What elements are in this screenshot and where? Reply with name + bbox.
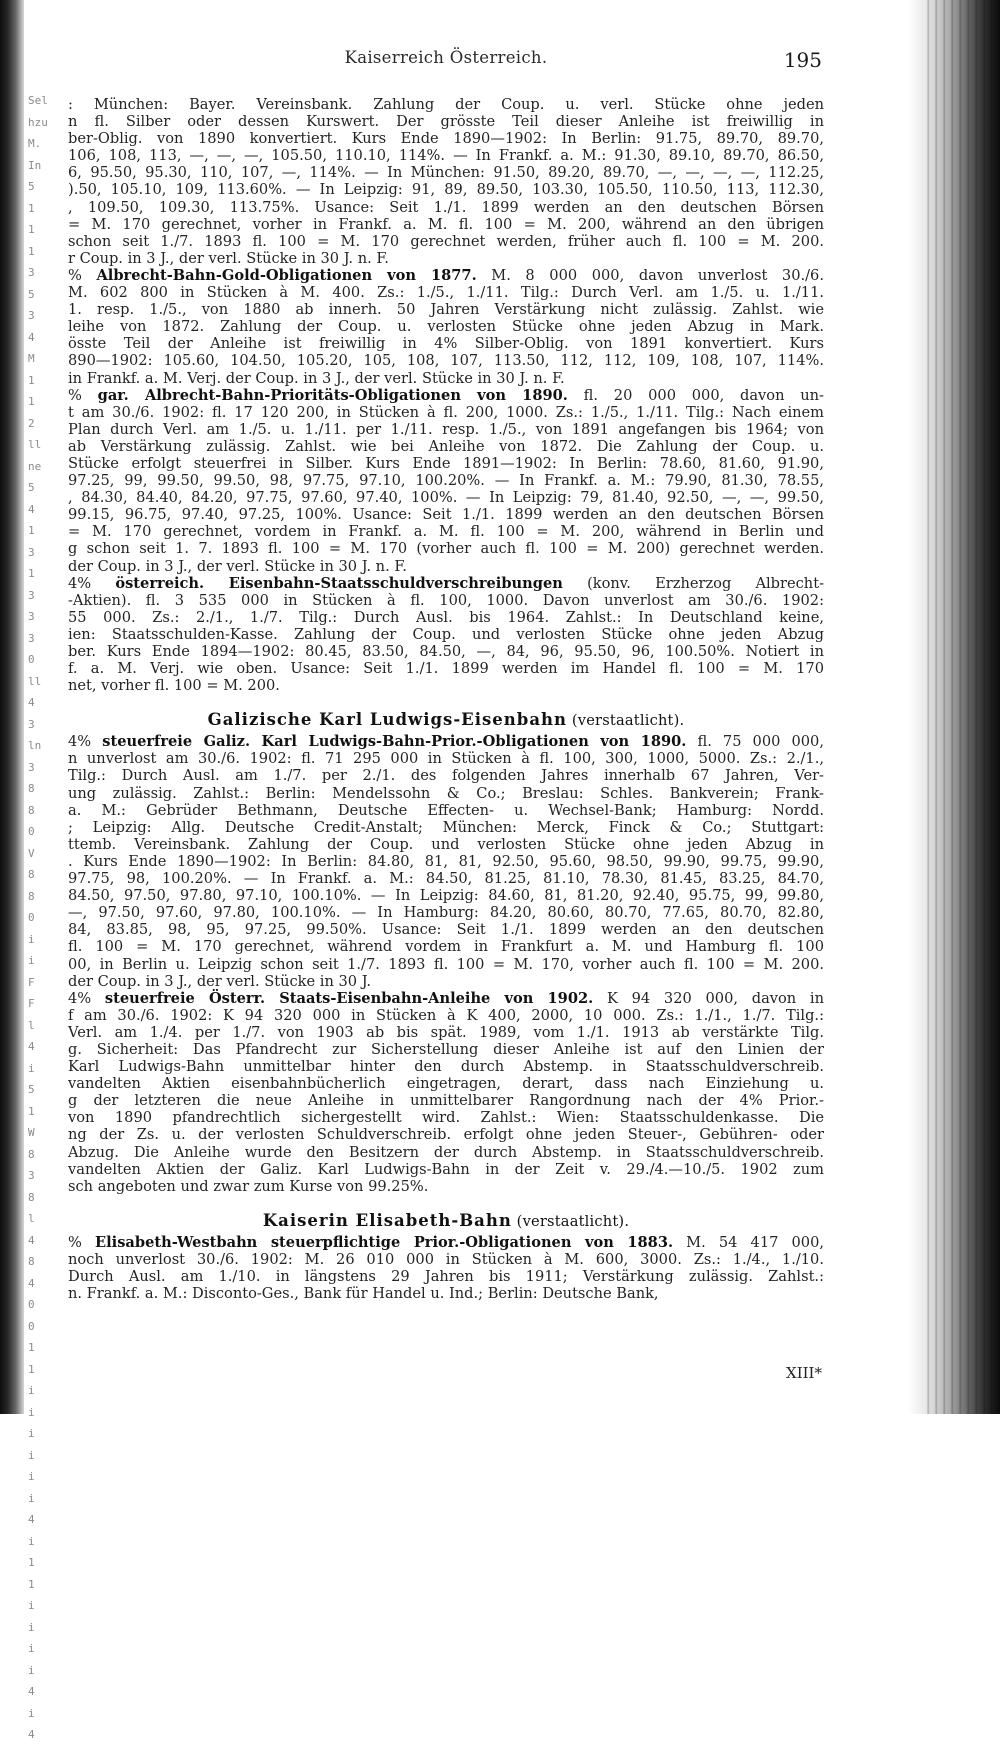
- gutter-fragment: 1: [28, 1341, 35, 1354]
- left-binding-shadow: [0, 0, 24, 1414]
- text-line: -Aktien). fl. 3 535 000 in Stücken à fl. 100, 1000. Davon unverlost am 30./6. 1902:: [68, 591, 824, 609]
- gutter-fragment: 1: [28, 201, 35, 215]
- section-heading-title: Galizische Karl Ludwigs-Eisenbahn: [207, 710, 568, 730]
- section-heading: [68, 1211, 824, 1232]
- gutter-fragment: ln: [28, 739, 42, 752]
- gutter-fragment: 4: [28, 1040, 35, 1053]
- gutter-fragment: W: [28, 1126, 35, 1139]
- text-line: Verl. am 1./4. per 1./7. von 1903 ab bis spät. 1989, vom 1./1. 1913 ab verstärkte Tilg.: [68, 1023, 824, 1041]
- gutter-fragment: 4: [28, 1513, 35, 1526]
- text-line: , 109.50, 109.30, 113.75%. Usance: Seit 1./1. 1899 werden an den deutschen Börsen: [68, 198, 824, 216]
- gutter-fragment: 1: [28, 1556, 35, 1569]
- gutter-fragment: 5: [28, 287, 35, 301]
- page-number: 195: [783, 48, 822, 72]
- text-line: Stücke erfolgt steuerfrei in Silber. Kurs Ende 1891—1902: In Berlin: 78.60, 81.60, 91.90,: [68, 454, 824, 472]
- running-header: [68, 48, 824, 78]
- gutter-fragment: 2: [28, 416, 35, 430]
- gutter-fragment: 8: [28, 782, 35, 795]
- text-line: % gar. Albrecht-Bahn-Prioritäts-Obligationen von 1890. fl. 20 000 000, davon un-: [68, 386, 824, 404]
- text-line: sch angeboten und zwar zum Kurse von 99.25%.: [68, 1177, 429, 1195]
- text-line: g schon seit 1. 7. 1893 fl. 100 = M. 170 (vorher auch fl. 100 = M. 200) gerechnet werden.: [68, 540, 824, 558]
- text-line: net, vorher fl. 100 = M. 200.: [68, 677, 280, 695]
- text-line: . Kurs Ende 1890—1902: In Berlin: 84.80, 81, 81, 92.50, 95.60, 98.50, 99.90, 99.75, 99.90,: [68, 852, 824, 870]
- text-line: ; Leipzig: Allg. Deutsche Credit-Anstalt; München: Merck, Finck & Co.; Stuttgart:: [68, 818, 824, 836]
- gutter-fragment: ll: [28, 438, 42, 451]
- gutter-fragment: 0: [28, 825, 35, 838]
- right-binding-edges: [922, 0, 992, 1414]
- text-line: 97.25, 99, 99.50, 99.50, 98, 97.75, 97.10, 100.20%. — In Frankf. a. M.: 79.90, 81.30, 78.55,: [68, 472, 824, 490]
- text-line: von 1890 pfandrechtlich sichergestellt wird. Zahlst.: Wien: Staatsschuldenkasse. Die: [68, 1109, 824, 1127]
- gutter-fragment: 5: [28, 180, 35, 193]
- gutter-fragment: In: [28, 158, 42, 172]
- gutter-fragment: 3: [28, 717, 35, 731]
- text-line: ).50, 105.10, 109, 113.60%. — In Leipzig: 91, 89, 89.50, 103.30, 105.50, 110.50, 113, 112.30,: [68, 181, 824, 199]
- gutter-fragment: 5: [28, 1083, 35, 1096]
- text-line: ber-Oblig. von 1890 konvertiert. Kurs Ende 1890—1902: In Berlin: 91.75, 89.70, 89.70,: [68, 130, 824, 148]
- section-heading: [68, 710, 824, 731]
- text-line: 1. resp. 1./5., von 1880 ab innerh. 50 Jahren Verstärkung nicht zulässig. Zahlst. wie: [68, 301, 824, 319]
- text-line: n fl. Silber oder dessen Kurswert. Der grösste Teil dieser Anleihe ist freiwillig in: [68, 113, 824, 131]
- gutter-fragment: 1: [28, 395, 35, 408]
- text-line: össte Teil der Anleihe ist freiwillig in 4% Silber-Oblig. von 1891 konvertiert. Kurs: [68, 335, 824, 353]
- gutter-fragment: 1: [28, 1104, 35, 1118]
- book-page: [68, 48, 824, 1388]
- text-line: ab Verstärkung zulässig. Zahlst. wie bei Anleihe von 1872. Die Zahlung der Coup. u.: [68, 437, 824, 455]
- text-block: [68, 733, 824, 989]
- gutter-fragment: 4: [28, 1685, 35, 1698]
- section-heading-note: (verstaatlicht).: [567, 712, 685, 730]
- text-line: % Elisabeth-Westbahn steuerpflichtige Prior.-Obligationen von 1883. M. 54 417 000,: [68, 1233, 824, 1251]
- text-block: [68, 1234, 824, 1302]
- text-line: : München: Bayer. Vereinsbank. Zahlung der Coup. u. verl. Stücke ohne jeden: [68, 96, 824, 113]
- text-line: 890—1902: 105.60, 104.50, 105.20, 105, 108, 107, 113.50, 112, 112, 109, 108, 107, 114%.: [68, 352, 824, 370]
- gutter-fragment: 1: [28, 373, 35, 387]
- page-body: [68, 96, 824, 1302]
- text-line: ung zulässig. Zahlst.: Berlin: Mendelssohn & Co.; Breslau: Schles. Bankverein; Frank-: [68, 784, 824, 802]
- gutter-fragment: 4: [28, 1233, 35, 1247]
- text-line: noch unverlost 30./6. 1902: M. 26 010 000 in Stücken à M. 600, 3000. Zs.: 1./4., 1./10.: [68, 1250, 824, 1268]
- text-line: Tilg.: Durch Ausl. am 1./7. per 2./1. des folgenden Jahres innerhalb 67 Jahren, Ver-: [68, 767, 824, 785]
- gutter-fragment: 4: [28, 330, 35, 344]
- text-line: Durch Ausl. am 1./10. in längstens 29 Jahren bis 1911; Verstärkung zulässig. Zahlst.:: [68, 1268, 824, 1285]
- text-line: , 84.30, 84.40, 84.20, 97.75, 97.60, 97.40, 100%. — In Leipzig: 79, 81.40, 92.50, —, —, 99.50,: [68, 489, 824, 507]
- gutter-fragment: 8: [28, 1190, 35, 1204]
- text-line: der Coup. in 3 J., der verl. Stücke in 30 J. n. F.: [68, 557, 407, 575]
- text-line: ien: Staatsschulden-Kasse. Zahlung der Coup. und verlosten Stücke ohne jeden Abzug: [68, 625, 824, 643]
- text-line: vandelten Aktien eisenbahnbücherlich eingetragen, derart, dass nach Einziehung u.: [68, 1075, 824, 1093]
- gutter-fragment: 8: [28, 889, 35, 903]
- gutter-fragment: 3: [28, 631, 35, 645]
- text-line: 84, 83.85, 98, 95, 97.25, 99.50%. Usance: Seit 1./1. 1899 werden an den deutschen: [68, 921, 824, 939]
- text-line: 4% österreich. Eisenbahn-Staatsschuldverschreibungen (konv. Erzherzog Albrecht-: [68, 574, 824, 592]
- text-line: n unverlost am 30./6. 1902: fl. 71 295 000 in Stücken à fl. 100, 300, 1000, 5000. Zs.: 2./1.,: [68, 750, 824, 768]
- text-line: n. Frankf. a. M.: Disconto-Ges., Bank für Handel u. Ind.; Berlin: Deutsche Bank,: [68, 1285, 659, 1303]
- text-line: 4% steuerfreie Galiz. Karl Ludwigs-Bahn-Prior.-Obligationen von 1890. fl. 75 000 000,: [68, 733, 824, 751]
- gutter-fragment: 8: [28, 868, 35, 881]
- text-line: f. a. M. Verj. wie oben. Usance: Seit 1./1. 1899 werden im Handel fl. 100 = M. 170: [68, 660, 824, 678]
- gutter-fragment: 1: [28, 524, 35, 537]
- text-line: = M. 170 gerechnet, vorher in Frankf. a. M. fl. 100 = M. 200, während an den übrigen: [68, 215, 824, 233]
- text-line: M. 602 800 in Stücken à M. 400. Zs.: 1./5., 1./11. Tilg.: Durch Verl. am 1./5. u. 1./11.: [68, 284, 824, 302]
- text-line: der Coup. in 3 J., der verl. Stücke in 30 J.: [68, 972, 372, 990]
- text-line: ber. Kurs Ende 1894—1902: 80.45, 83.50, 84.50, —, 84, 96, 95.50, 96, 100.50%. Notiert in: [68, 643, 824, 660]
- gutter-fragment: M: [28, 352, 35, 365]
- gutter-fragment: 4: [28, 1276, 35, 1290]
- text-line: ttemb. Vereinsbank. Zahlung der Coup. und verlosten Stücke ohne jeden Abzug in: [68, 835, 824, 853]
- gutter-fragment: M.: [28, 137, 42, 150]
- gutter-fragment: 0: [28, 1319, 35, 1333]
- gutter-fragment: i: [28, 1384, 35, 1397]
- text-line: 6, 95.50, 95.30, 110, 107, —, 114%. — In München: 91.50, 89.20, 89.70, —, —, —, —, 112.25,: [68, 164, 824, 182]
- gutter-fragment: 8: [28, 803, 35, 817]
- gutter-fragment: 3: [28, 588, 35, 602]
- text-line: % Albrecht-Bahn-Gold-Obligationen von 1877. M. 8 000 000, davon unverlost 30./6.: [68, 266, 824, 284]
- text-line: leihe von 1872. Zahlung der Coup. u. verlosten Stücke ohne jeden Abzug in Mark.: [68, 318, 824, 336]
- left-gutter-fragments: [28, 90, 64, 1741]
- gutter-fragment: i: [28, 1491, 35, 1505]
- text-line: 00, in Berlin u. Leipzig schon seit 1./7. 1893 fl. 100 = M. 170, vorher auch fl. 100 = M. 200.: [68, 955, 824, 973]
- gutter-fragment: 0: [28, 911, 35, 924]
- gutter-fragment: i: [28, 1663, 35, 1677]
- text-line: fl. 100 = M. 170 gerechnet, während vordem in Frankfurt a. M. und Hamburg fl. 100: [68, 938, 824, 956]
- text-line: a. M.: Gebrüder Bethmann, Deutsche Effecten- u. Wechsel-Bank; Hamburg: Nordd.: [68, 801, 824, 819]
- text-line: r Coup. in 3 J., der verl. Stücke in 30 J. n. F.: [68, 249, 389, 267]
- signature-mark: XIII*: [786, 1364, 822, 1382]
- gutter-fragment: i: [28, 1706, 35, 1720]
- gutter-fragment: 4: [28, 1728, 35, 1741]
- text-line: 4% steuerfreie Österr. Staats-Eisenbahn-Anleihe von 1902. K 94 320 000, davon in: [68, 989, 824, 1007]
- gutter-fragment: 1: [28, 1362, 35, 1376]
- running-title: Kaiserreich Österreich.: [344, 48, 548, 67]
- gutter-fragment: i: [28, 1061, 35, 1075]
- text-line: —, 97.50, 97.60, 97.80, 100.10%. — In Hamburg: 84.20, 80.60, 80.70, 77.65, 80.70, 82.80,: [68, 904, 824, 922]
- text-block: [68, 387, 824, 575]
- text-line: = M. 170 gerechnet, vordem in Frankf. a. M. fl. 100 = M. 200, während in Berlin und: [68, 523, 824, 541]
- gutter-fragment: l: [28, 1018, 35, 1032]
- text-line: 55 000. Zs.: 2./1., 1./7. Tilg.: Durch Ausl. bis 1964. Zahlst.: In Deutschland keine,: [68, 608, 824, 626]
- text-line: ng der Zs. u. der verlosten Schuldverschreib. erfolgt ohne jeden Steuer-, Gebühren- oder: [68, 1126, 824, 1144]
- gutter-fragment: 1: [28, 1577, 35, 1591]
- gutter-fragment: 4: [28, 696, 35, 709]
- section-heading-note: (verstaatlicht).: [511, 1212, 630, 1230]
- gutter-fragment: i: [28, 932, 35, 946]
- gutter-fragment: 1: [28, 223, 35, 236]
- gutter-fragment: 8: [28, 1255, 35, 1268]
- gutter-fragment: i: [28, 1405, 35, 1419]
- gutter-fragment: 3: [28, 266, 35, 279]
- gutter-fragment: 0: [28, 1298, 35, 1311]
- gutter-fragment: 5: [28, 481, 35, 494]
- text-line: schon seit 1./7. 1893 fl. 100 = M. 170 gerechnet werden, früher auch fl. 100 = M. 200.: [68, 232, 824, 250]
- text-line: 97.75, 98, 100.20%. — In Frankf. a. M.: 84.50, 81.25, 81.10, 78.30, 81.45, 83.25, 84.70,: [68, 870, 824, 888]
- section-heading-title: Kaiserin Elisabeth-Bahn: [262, 1210, 512, 1230]
- text-block: [68, 990, 824, 1195]
- gutter-fragment: 3: [28, 545, 35, 559]
- text-line: 106, 108, 113, —, —, —, 105.50, 110.10, 114%. — In Frankf. a. M.: 91.30, 89.10, 89.70, 86.50,: [68, 147, 824, 165]
- text-line: g der letzteren die neue Anleihe in unmittelbarer Rangordnung nach der 4% Prior.-: [68, 1092, 824, 1110]
- text-line: f am 30./6. 1902: K 94 320 000 in Stücken à K 400, 2000, 10 000. Zs.: 1./1., 1./7. Tilg.:: [68, 1006, 824, 1024]
- gutter-fragment: 8: [28, 1147, 35, 1161]
- gutter-fragment: ne: [28, 459, 42, 473]
- text-block: [68, 267, 824, 387]
- text-line: 84.50, 97.50, 97.80, 97.10, 100.10%. — In Leipzig: 84.60, 81, 81.20, 92.40, 95.75, 99, 99.80,: [68, 887, 824, 905]
- text-line: Abzug. Die Anleihe wurde den Besitzern der durch Abstemp. in Staatsschuldverschreib.: [68, 1143, 824, 1161]
- gutter-fragment: 3: [28, 760, 35, 774]
- text-line: g. Sicherheit: Das Pfandrecht zur Sicherstellung dieser Anleihe ist auf den Linien der: [68, 1040, 824, 1058]
- gutter-fragment: F: [28, 975, 35, 989]
- text-line: Plan durch Verl. am 1./5. u. 1./11. per 1./11. resp. 1./5., von 1891 angefangen bis 1964; von: [68, 420, 824, 438]
- gutter-fragment: Sel: [28, 94, 48, 107]
- gutter-fragment: V: [28, 846, 35, 860]
- gutter-fragment: i: [28, 1448, 35, 1462]
- gutter-fragment: F: [28, 997, 35, 1010]
- gutter-fragment: 1: [28, 567, 35, 580]
- gutter-fragment: 3: [28, 309, 35, 322]
- text-block: [68, 96, 824, 267]
- text-block: [68, 575, 824, 695]
- gutter-fragment: i: [28, 954, 35, 967]
- gutter-fragment: 0: [28, 653, 35, 666]
- gutter-fragment: 4: [28, 502, 35, 516]
- gutter-fragment: ll: [28, 674, 42, 688]
- text-line: vandelten Aktien der Galiz. Karl Ludwigs-Bahn in der Zeit v. 29./4.—10./5. 1902 zum: [68, 1160, 824, 1178]
- text-line: 99.15, 96.75, 97.40, 97.25, 100%. Usance: Seit 1./1. 1899 werden an den deutschen Börsen: [68, 506, 824, 524]
- text-line: Karl Ludwigs-Bahn unmittelbar hinter den durch Abstemp. in Staatsschuldverschreib.: [68, 1058, 824, 1076]
- gutter-fragment: l: [28, 1212, 35, 1225]
- gutter-fragment: i: [28, 1534, 35, 1548]
- gutter-fragment: i: [28, 1599, 35, 1612]
- text-line: t am 30./6. 1902: fl. 17 120 200, in Stücken à fl. 200, 1000. Zs.: 1./5., 1./11. Tilg.: Nach einem: [68, 403, 824, 421]
- gutter-fragment: i: [28, 1620, 35, 1634]
- gutter-fragment: i: [28, 1427, 35, 1440]
- gutter-fragment: 1: [28, 244, 35, 258]
- gutter-fragment: hzu: [28, 115, 48, 129]
- gutter-fragment: i: [28, 1470, 35, 1483]
- gutter-fragment: i: [28, 1642, 35, 1655]
- gutter-fragment: 3: [28, 610, 35, 623]
- gutter-fragment: 3: [28, 1169, 35, 1182]
- text-line: in Frankf. a. M. Verj. der Coup. in 3 J., der verl. Stücke in 30 J. n. F.: [68, 369, 565, 387]
